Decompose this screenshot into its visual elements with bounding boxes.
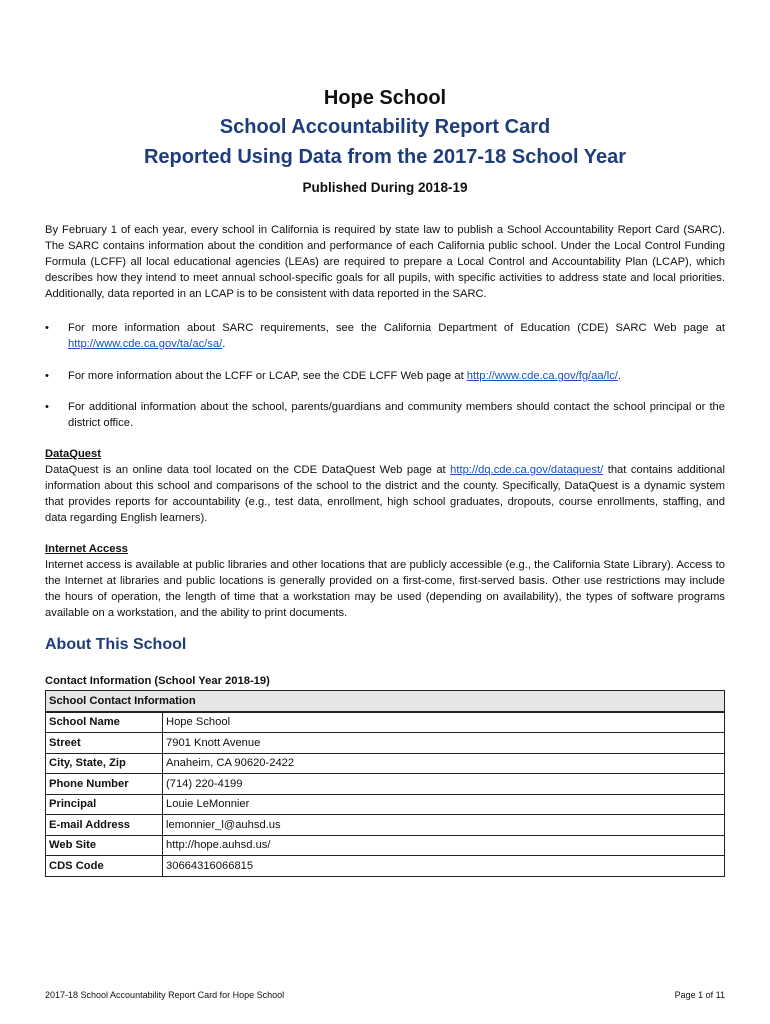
bullet-sarc-info [45,320,725,352]
internet-access-text: Internet access is available at public libraries and other locations that are publicly accessible (e.g., the California State Library). Access to the Internet at libraries and public locations is generally provided on a first-come, first-served basis. Other use restrictions may include the hours of operation, the length of time that a workstation may be used (depending on availability), the types of software programs available on a workstation, and the ability to print documents. [45,559,725,619]
table-row [46,733,725,754]
bullet-sarc-text: For more information about SARC requirements, see the California Department of Education (CDE) SARC Web page at [68,322,725,334]
dataquest-link[interactable]: http://dq.cde.ca.gov/dataquest/ [450,464,604,476]
row-label: Web Site [46,835,163,856]
table-header-row [46,691,725,712]
table-row [46,774,725,795]
table-row [46,794,725,815]
footer-document-title: 2017-18 School Accountability Report Card for Hope School [45,990,285,1000]
bullet-lcff-text: For more information about the LCFF or LCAP, see the CDE LCFF Web page at [68,370,467,382]
row-label: Phone Number [46,774,163,795]
lcff-web-link[interactable]: http://www.cde.ca.gov/fg/aa/lc/ [466,370,618,382]
about-school-heading: About This School [45,636,187,653]
published-date: Published During 2018-19 [302,180,468,195]
row-label: School Name [46,712,163,733]
row-value: (714) 220-4199 [163,774,725,795]
dataquest-text-after: that contains additional information about this school and comparisons of the school to the district and the county. Specifically, DataQuest is a dynamic system that provides reports for accountability (e.g., test data, enrollment, high school graduates, dropouts, course enrollments, staffing, and data regarding English learners). [45,464,725,524]
dataquest-text-before: DataQuest is an online data tool located on the CDE DataQuest Web page at [45,464,451,476]
bullet-contact-text: For additional information about the school, parents/guardians and community members should contact the school principal or the district office. [68,401,725,429]
bullet-symbol: • [45,322,49,334]
table-row [46,753,725,774]
sarc-web-link[interactable]: http://www.cde.ca.gov/ta/ac/sa/ [68,338,223,350]
table-row [46,856,725,877]
title-block [0,84,770,195]
table-row [46,835,725,856]
table-row [46,712,725,733]
contact-table-caption: Contact Information (School Year 2018-19) [45,675,270,687]
bullet-symbol: • [45,370,49,382]
school-name: Hope School [323,87,447,109]
internet-access-heading: Internet Access [45,543,128,555]
bullet-symbol: • [45,401,49,413]
row-value: Anaheim, CA 90620-2422 [163,753,725,774]
bullet-lcff-info [45,368,725,384]
row-label: E-mail Address [46,815,163,836]
footer-page-number: Page 1 of 11 [674,990,725,1000]
table-header: School Contact Information [46,691,725,712]
table-row [46,815,725,836]
dataquest-heading: DataQuest [45,448,101,460]
row-label: City, State, Zip [46,753,163,774]
report-title: School Accountability Report Card [219,116,551,138]
bullet-sarc-end: . [222,338,226,350]
internet-access-section [45,541,725,621]
row-value: Louie LeMonnier [163,794,725,815]
row-value: lemonnier_l@auhsd.us [163,815,725,836]
contact-info-table [45,690,725,877]
report-subtitle: Reported Using Data from the 2017-18 School Year [143,146,626,168]
row-label: CDS Code [46,856,163,877]
row-label: Street [46,733,163,754]
row-value: Hope School [163,712,725,733]
row-value: http://hope.auhsd.us/ [163,835,725,856]
dataquest-section [45,446,725,526]
row-value: 7901 Knott Avenue [163,733,725,754]
bullet-lcff-end: . [617,370,622,382]
row-label: Principal [46,794,163,815]
bullet-contact-info [45,399,725,431]
intro-paragraph: By February 1 of each year, every school in California is required by state law to publish a School Accountability Report Card (SARC). The SARC contains information about the condition and performance of each California public school. Under the Local Control Funding Formula (LCFF) all local educational agencies (LEAs) are required to prepare a Local Control and Accountability Plan (LCAP), which describes how they intend to meet annual school-specific goals for all pupils, with specific activities to address state and local priorities. Additionally, data reported in an LCAP is to be consistent with data reported in the SARC. [45,224,725,300]
row-value: 30664316066815 [163,856,725,877]
